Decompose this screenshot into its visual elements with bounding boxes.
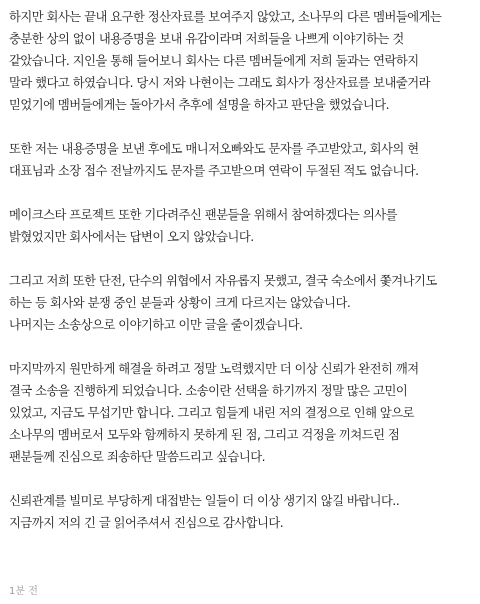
text-line: 지금까지 저의 긴 글 읽어주셔서 진심으로 감사합니다. [9,516,284,530]
paragraph [9,358,472,468]
paragraph [9,270,472,336]
text-line: 마지막까지 원만하게 해결을 하려고 정말 노력했지만 더 이상 신뢰가 완전히 깨져 [9,362,419,376]
paragraph [9,138,472,182]
text-line: 소나무의 멤버로서 모두와 함께하지 못하게 된 점, 그리고 걱정을 끼쳐드린 점 [9,428,400,442]
post-text [9,6,472,534]
text-line: 메이크스타 프로젝트 또한 기다려주신 팬분들을 위해서 참여하겠다는 의사를 [9,208,397,222]
text-line: 충분한 상의 없이 내용증명을 보내 유감이라며 저희들을 나쁘게 이야기하는 것 [9,32,404,46]
text-line: 하지만 회사는 끝내 요구한 정산자료를 보여주지 않았고, 소나무의 다른 멤버들에게는 [9,10,442,24]
paragraph [9,6,472,116]
text-line: 같았습니다. 지인을 통해 들어보니 회사는 다른 멤버들에게 저희 둘과는 연락하지 [9,54,419,68]
text-line: 하는 등 회사와 분쟁 중인 분들과 상황이 크게 다르지는 않았습니다. [9,296,351,310]
text-line: 그리고 저희 또한 단전, 단수의 위협에서 자유롭지 못했고, 결국 숙소에서 쫓겨나기도 [9,274,437,288]
text-line: 말라 했다고 하였습니다. 당시 저와 나현이는 그래도 회사가 정산자료를 보내줄거라 [9,76,430,90]
paragraph [9,204,472,248]
text-line: 밝혔었지만 회사에서는 답변이 오지 않았습니다. [9,230,254,244]
text-line: 있었고, 지금도 무섭기만 합니다. 그리고 힘들게 내린 저의 결정으로 인해 앞으로 [9,406,415,420]
paragraph [9,490,472,534]
text-line: 나머지는 소송상으로 이야기하고 이만 글을 줄이겠습니다. [9,318,303,332]
text-line: 결국 소송을 진행하게 되었습니다. 소송이란 선택을 하기까지 정말 많은 고민이 [9,384,408,398]
text-line: 팬분들께 진심으로 죄송하단 말씀드리고 싶습니다. [9,450,265,464]
text-line: 대표님과 소장 접수 전날까지도 문자를 주고받으며 연락이 두절된 적도 없습니다. [9,164,419,178]
text-line: 믿었기에 멤버들에게는 돌아가서 추후에 설명을 하자고 판단을 했었습니다. [9,98,390,112]
text-line: 신뢰관계를 빌미로 부당하게 대접받는 일들이 더 이상 생기지 않길 바랍니다.. [9,494,400,508]
text-line: 또한 저는 내용증명을 보낸 후에도 매니저오빠와도 문자를 주고받았고, 회사의 현 [9,142,419,156]
post-timestamp: 1분 전 [9,586,38,597]
